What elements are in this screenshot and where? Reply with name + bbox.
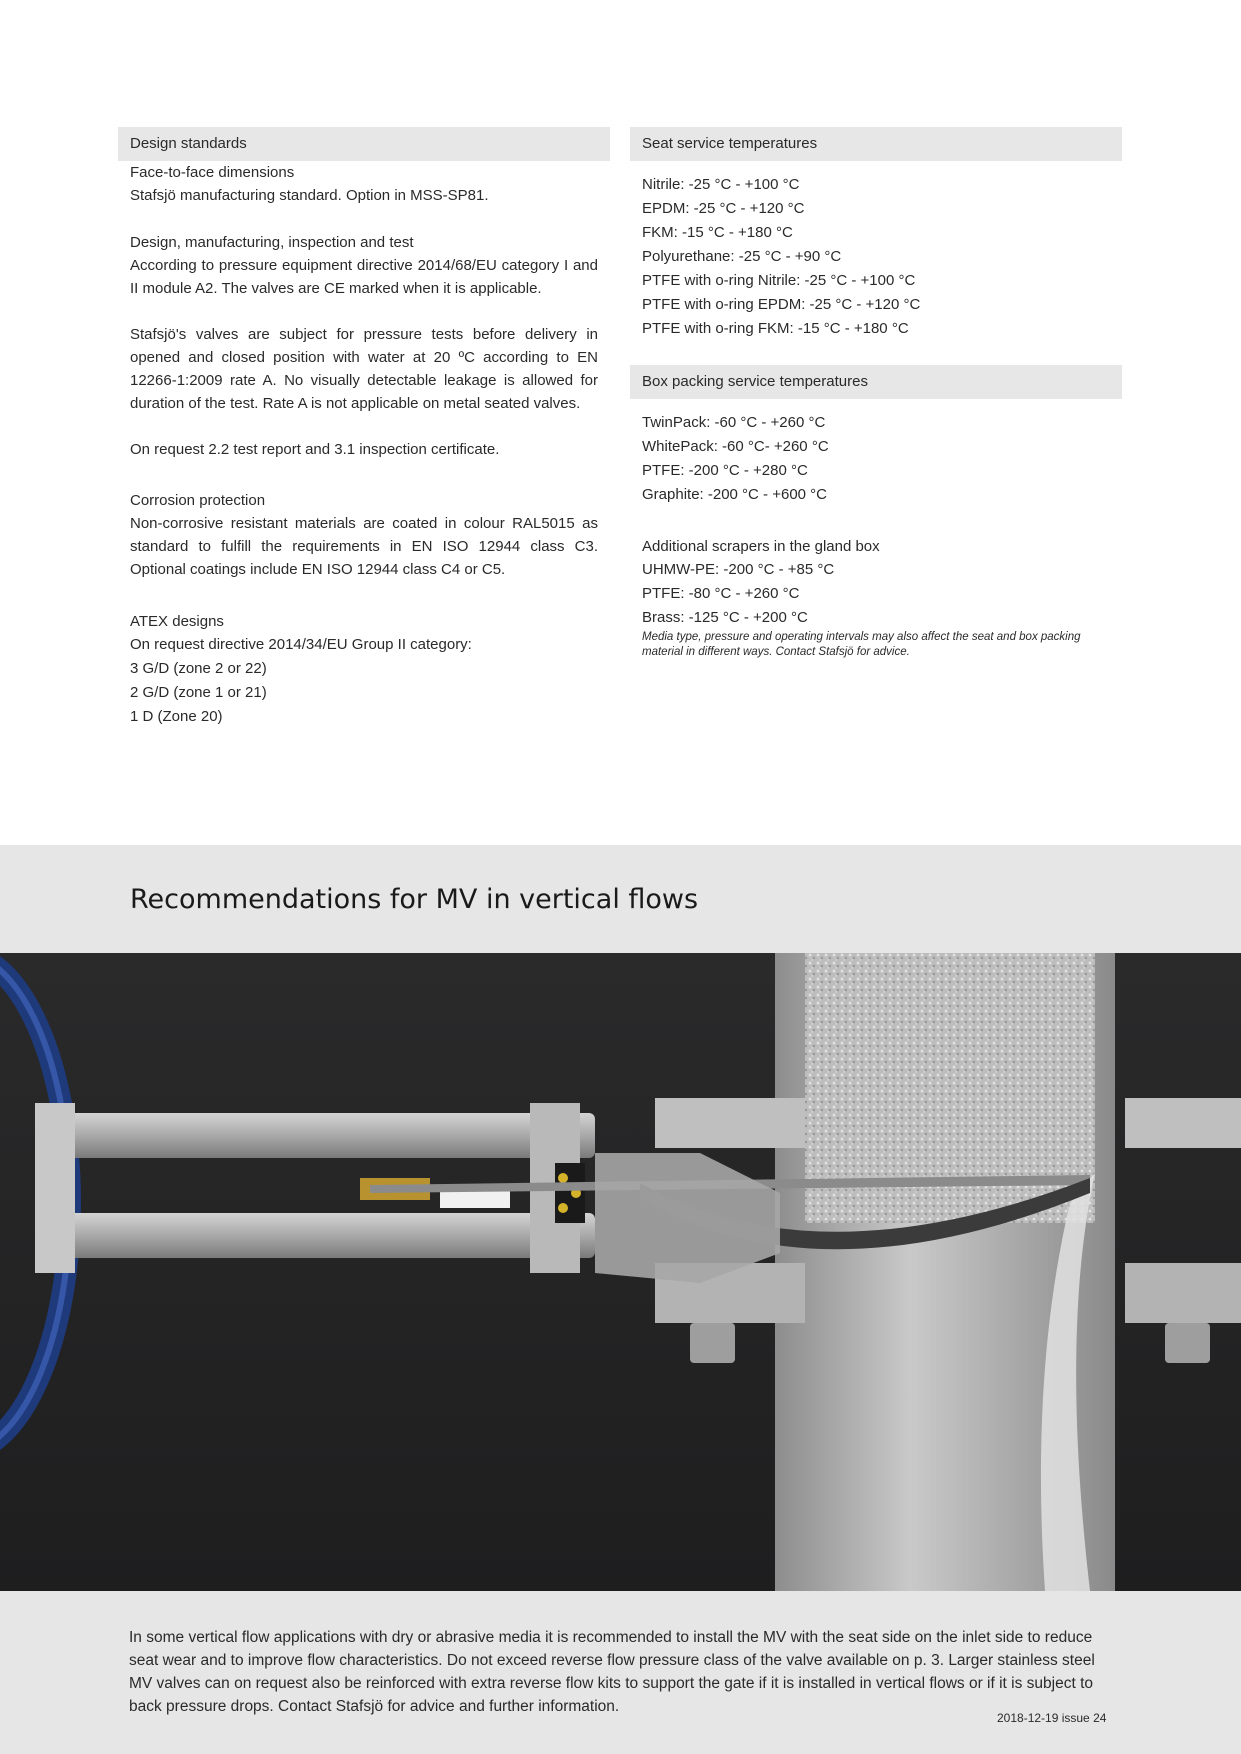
packing-temp-line: TwinPack: -60 °C - +260 °C	[642, 414, 826, 431]
design-standards-header: Design standards	[118, 127, 610, 161]
box-packing-list	[642, 411, 1110, 507]
seat-temp-line: PTFE with o-ring EPDM: -25 °C - +120 °C	[642, 296, 921, 313]
box-packing-header: Box packing service temperatures	[630, 365, 1122, 399]
atex-line: 2 G/D (zone 1 or 21)	[130, 684, 267, 701]
test-report-text: On request 2.2 test report and 3.1 inspection certificate.	[130, 441, 500, 458]
seat-temperatures-list	[630, 173, 1122, 341]
atex-line: 1 D (Zone 20)	[130, 708, 223, 725]
pressure-test-text: Stafsjö's valves are subject for pressure tests before delivery in opened and closed position with water at 20 ºC according to EN 12266-1:2009 rate A. No visually detectable leakage is allowed for duration of the test. Rate A is not applicable on metal seated valves.	[130, 326, 598, 412]
packing-temp-line: PTFE: -200 °C - +280 °C	[642, 462, 808, 479]
corrosion-text: Non-corrosive resistant materials are coated in colour RAL5015 as standard to fulfill the requirements in EN ISO 12944 class C3. Optional coatings include EN ISO 12944 class C4 or C5.	[130, 515, 598, 578]
scraper-temp-line: UHMW-PE: -200 °C - +85 °C	[642, 561, 835, 578]
packing-temp-line: WhitePack: -60 °C- +260 °C	[642, 438, 829, 455]
media-note: Media type, pressure and operating intervals may also affect the seat and box packing material in different ways. Contact Stafsjö for advice.	[642, 631, 1081, 658]
seat-temp-line: PTFE with o-ring FKM: -15 °C - +180 °C	[642, 320, 909, 337]
seat-temp-line: PTFE with o-ring Nitrile: -25 °C - +100 °C	[642, 272, 916, 289]
scrapers-list	[642, 558, 1110, 630]
recommendations-text-band	[0, 1591, 1241, 1754]
valve-cutaway-illustration	[0, 953, 1241, 1591]
atex-title: ATEX designs	[130, 613, 224, 630]
corrosion-title: Corrosion protection	[130, 492, 266, 509]
seat-temp-line: EPDM: -25 °C - +120 °C	[642, 200, 805, 217]
issue-date: 2018-12-19 issue 24	[997, 1711, 1107, 1725]
face-to-face-text: Stafsjö manufacturing standard. Option in MSS-SP81.	[130, 187, 489, 204]
scraper-temp-line: Brass: -125 °C - +200 °C	[642, 609, 808, 626]
atex-line: 3 G/D (zone 2 or 22)	[130, 660, 267, 677]
temperatures-section	[630, 127, 1122, 660]
dmit-title: Design, manufacturing, inspection and test	[130, 234, 414, 251]
design-standards-body	[118, 161, 610, 729]
atex-list	[130, 633, 598, 729]
design-standards-section	[118, 127, 610, 729]
recommendations-title-band	[0, 845, 1241, 953]
packing-temp-line: Graphite: -200 °C - +600 °C	[642, 486, 828, 503]
seat-temp-line: Nitrile: -25 °C - +100 °C	[642, 176, 800, 193]
scrapers-title: Additional scrapers in the gland box	[642, 538, 880, 555]
section-title: Recommendations for MV in vertical flows	[130, 884, 699, 915]
seat-temperatures-header: Seat service temperatures	[630, 127, 1122, 161]
dmit-text: According to pressure equipment directive 2014/68/EU category I and II module A2. The valves are CE marked when it is applicable.	[130, 257, 598, 297]
scraper-temp-line: PTFE: -80 °C - +260 °C	[642, 585, 800, 602]
seat-temp-line: Polyurethane: -25 °C - +90 °C	[642, 248, 842, 265]
atex-line: On request directive 2014/34/EU Group II category:	[130, 636, 472, 653]
box-packing-body	[630, 411, 1122, 660]
face-to-face-title: Face-to-face dimensions	[130, 164, 295, 181]
seat-temp-line: FKM: -15 °C - +180 °C	[642, 224, 793, 241]
recommendations-text: In some vertical flow applications with dry or abrasive media it is recommended to install the MV with the seat side on the inlet side to reduce seat wear and to improve flow characteristics. Do not exceed reverse flow pressure class of the valve available on p. 3. Larger stainless steel MV valves can on request also be reinforced with extra reverse flow kits to support the gate if it is installed in vertical flows or if it is subject to back pressure drops. Contact Stafsjö for advice and further information.	[129, 1629, 1095, 1715]
